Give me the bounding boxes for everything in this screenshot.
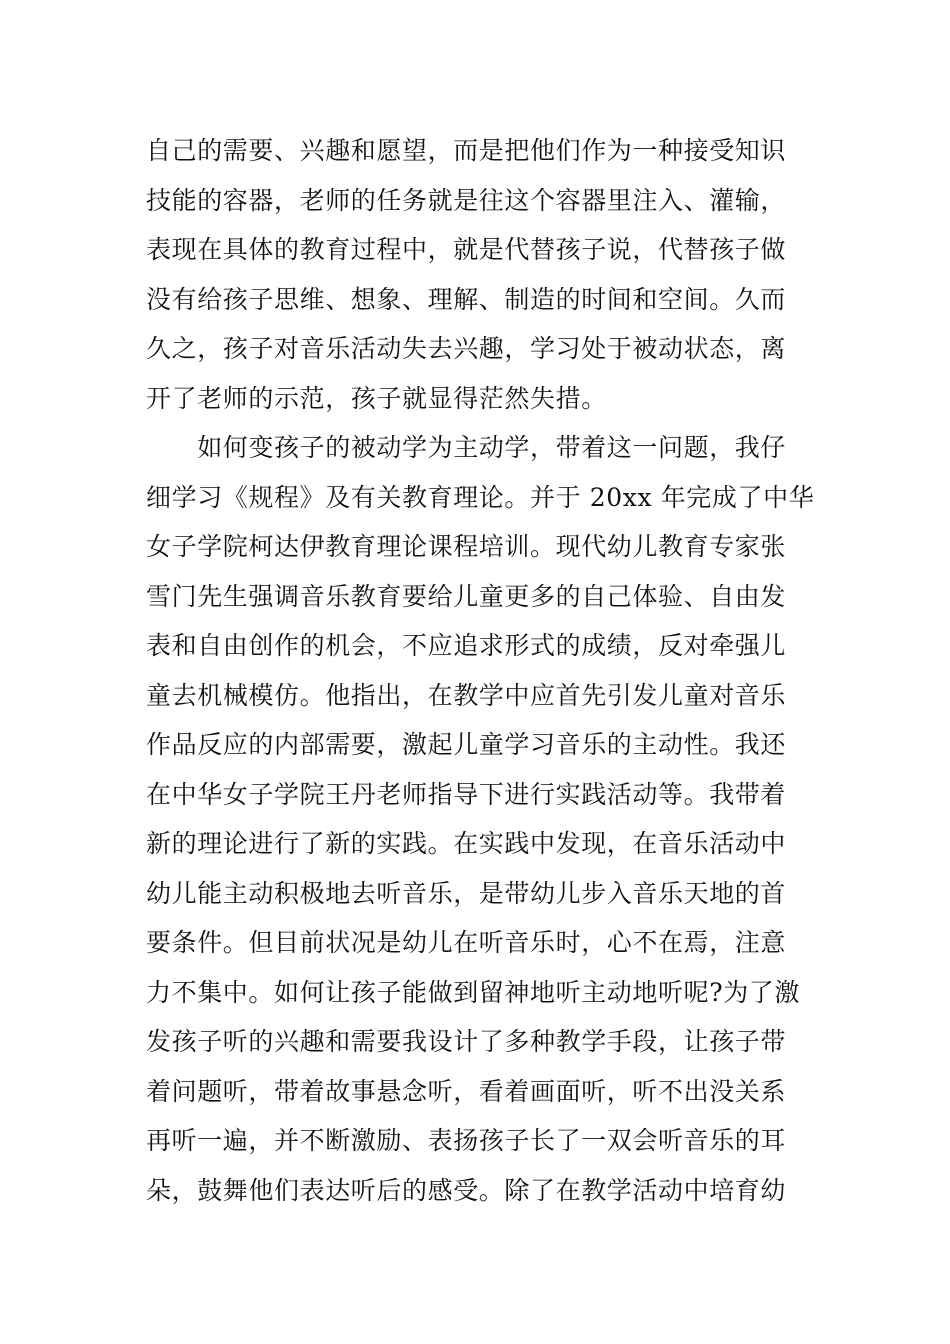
body-text	[146, 126, 815, 1215]
text-line: 雪门先生强调音乐教育要给儿童更多的自己体验、自由发	[146, 581, 787, 611]
text-line: 没有给孩子思维、想象、理解、制造的时间和空间。久而	[146, 284, 787, 314]
text-line: 女子学院柯达伊教育理论课程培训。现代幼儿教育专家张	[146, 532, 787, 561]
text-line: 新的理论进行了新的实践。在实践中发现，在音乐活动中	[146, 829, 787, 858]
text-line: 开了老师的示范，孩子就显得茫然失措。	[146, 383, 607, 413]
text-line: 如何变孩子的被动学为主动学，带着这一问题，我仔	[146, 433, 787, 462]
text-line: 再听一遍，并不断激励、表扬孩子长了一双会听音乐的耳	[146, 1126, 787, 1155]
text-line: 发孩子听的兴趣和需要我设计了多种教学手段，让孩子带	[146, 1027, 787, 1056]
text-line: 技能的容器，老师的任务就是往这个容器里注入、灌输，	[146, 185, 787, 215]
text-line: 表现在具体的教育过程中，就是代替孩子说，代替孩子做	[146, 235, 787, 264]
text-line: 童去机械模仿。他指出，在教学中应首先引发儿童对音乐	[146, 680, 787, 710]
text-line: 着问题听，带着故事悬念听，看着画面听，听不出没关系	[146, 1076, 787, 1106]
text-line: 久之，孩子对音乐活动失去兴趣，学习处于被动状态，离	[146, 334, 787, 363]
text-line: 作品反应的内部需要，激起儿童学习音乐的主动性。我还	[146, 730, 787, 759]
text-line: 幼儿能主动积极地去听音乐，是带幼儿步入音乐天地的首	[146, 878, 787, 908]
text-line: 自己的需要、兴趣和愿望，而是把他们作为一种接受知识	[146, 136, 787, 165]
text-line: 细学习《规程》及有关教育理论。并于 20xx 年完成了中华	[146, 482, 815, 512]
text-line: 朵，鼓舞他们表达听后的感受。除了在教学活动中培育幼	[146, 1175, 787, 1205]
text-line: 表和自由创作的机会，不应追求形式的成绩，反对牵强儿	[146, 631, 787, 660]
text-line: 要条件。但目前状况是幼儿在听音乐时，心不在焉，注意	[146, 928, 787, 957]
text-line: 力不集中。如何让孩子能做到留神地听主动地听呢?为了激	[146, 977, 801, 1007]
text-line: 在中华女子学院王丹老师指导下进行实践活动等。我带着	[146, 779, 787, 809]
